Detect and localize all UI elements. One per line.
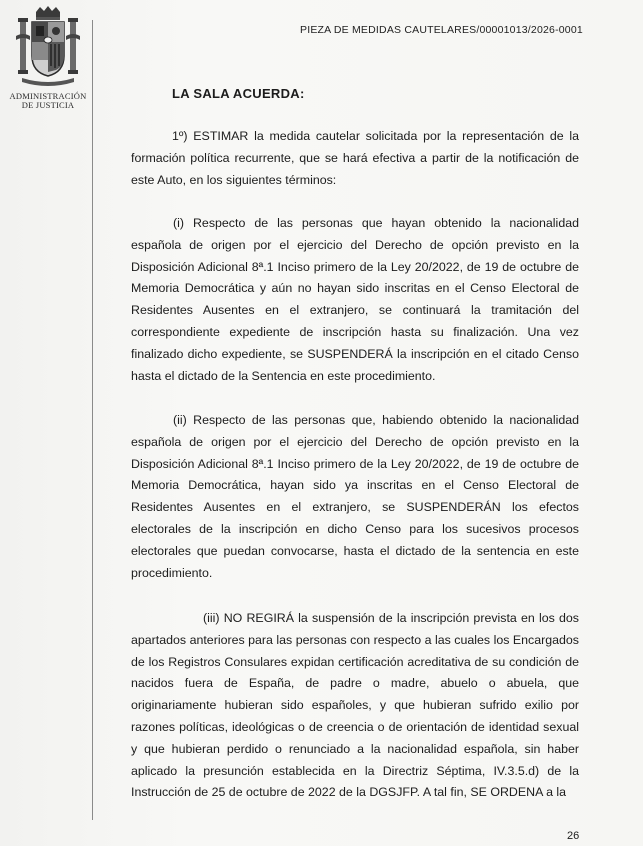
seal (8, 6, 88, 118)
page-number: 26 (567, 830, 580, 842)
paragraph-4: (iii) NO REGIRÁ la suspensión de la inscripción prevista en los dos apartados anteriores para las personas con respecto a las cuales los Encargados de los Registros Consulares expidan certificación acreditativa de su condición de nacidos fuera de España, de padre o madre, abuelo o abuela, que originariamente hubieran sido españoles, y que hubieran sufrido exilio por razones políticas, ideológicas o de creencia o de orientación de identidad sexual y que hubieran perdido o renunciado a la nacionalidad española, sin haber aplicado la presunción establecida en la Directriz Séptima, IV.3.5.d) de la Instrucción de 25 de octubre de 2022 de la DGSJFP. A tal fin, SE ORDENA a la (131, 611, 579, 800)
paragraph-1: 1º) ESTIMAR la medida cautelar solicitada por la representación de la formación política recurrente, que se hará efectiva a partir de la notificación de este Auto, en los siguientes términos: (131, 129, 579, 187)
administration-label (8, 92, 88, 110)
paragraph-2: (i) Respecto de las personas que hayan obtenido la nacionalidad española de origen por el ejercicio del Derecho de opción previsto en la Disposición Adicional 8ª.1 Inciso primero de la Ley 20/2022, de 19 de octubre de Memoria Democrática y aún no hayan sido inscritas en el Censo Electoral de Residentes Ausentes en el extranjero, se continuará la tramitación del correspondiente expediente de inscripción hasta su finalización. Una vez finalizado dicho expediente, se SUSPENDERÁ la inscripción en el citado Censo hasta el dictado de la Sentencia en este procedimiento. (131, 216, 579, 383)
case-reference: PIEZA DE MEDIDAS CAUTELARES/00001013/2026-0001 (300, 24, 583, 36)
admin-label-line1: ADMINISTRACIÓN (9, 91, 87, 101)
paragraph-3: (ii) Respecto de las personas que, habiendo obtenido la nacionalidad española de origen por el ejercicio del Derecho de opción previsto en la Disposición Adicional 8ª.1 Inciso primero de la Ley 20/2022, de 19 de octubre de Memoria Democrática, hayan sido ya inscritas en el Censo Electoral de Residentes Ausentes en el extranjero, se SUSPENDERÁN los efectos electorales de la inscripción en dicho Censo para los sucesivos procesos electorales que puedan convocarse, hasta el dictado de la sentencia en este procedimiento. (131, 413, 579, 580)
admin-label-line2: DE JUSTICIA (21, 100, 75, 110)
section-heading: LA SALA ACUERDA: (172, 86, 305, 101)
margin-rule (92, 20, 93, 820)
coat-of-arms-icon (16, 6, 80, 90)
